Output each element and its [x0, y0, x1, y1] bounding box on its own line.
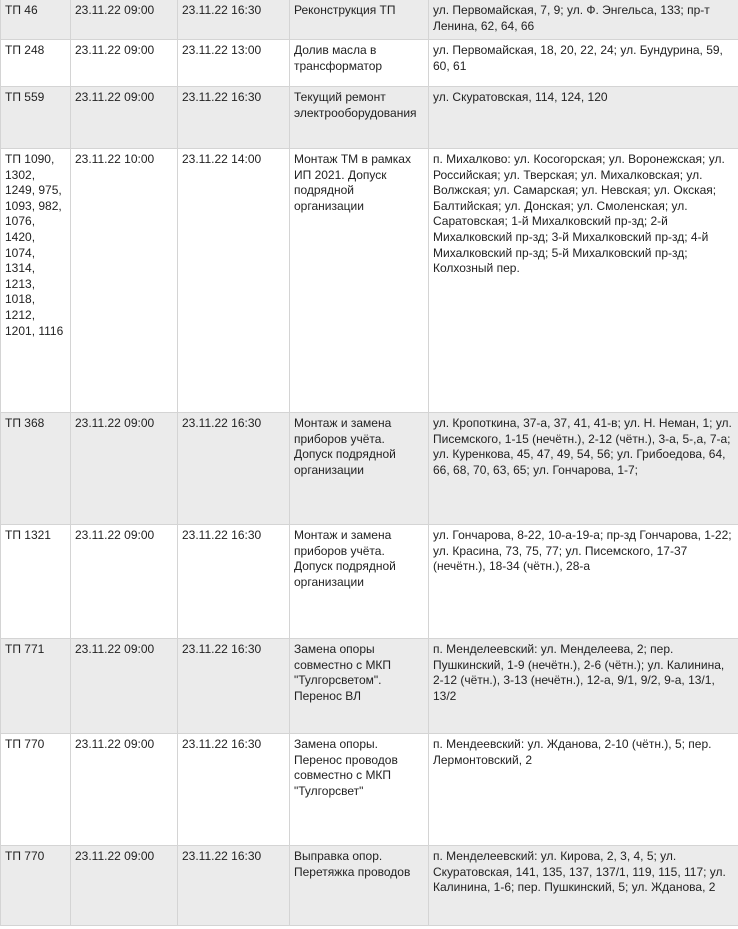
- start-time-cell: 23.11.22 09:00: [71, 413, 178, 525]
- substation-cell: ТП 770: [1, 734, 71, 846]
- substation-cell: ТП 1321: [1, 525, 71, 639]
- work-description-cell: Реконструкция ТП: [290, 0, 429, 40]
- addresses-cell: п. Менделеевский: ул. Менделеева, 2; пер. Пушкинский, 1-9 (нечётн.), 2-6 (чётн.); ул. Калинина, 2-12 (чётн.), 3-13 (нечётн.), 12-а, 9/1, 9/2, 9-а, 13/1, 13/2: [429, 639, 738, 734]
- work-description-cell: Текущий ремонт электрооборудования: [290, 87, 429, 149]
- end-time-cell: 23.11.22 16:30: [178, 87, 290, 149]
- addresses-cell: п. Михалково: ул. Косогорская; ул. Воронежская; ул. Российская; ул. Тверская; ул. Михалковская; ул. Волжская; ул. Самарская; ул. Невская; ул. Окская; Балтийская; ул. Донская; ул. Смоленская; ул. Саратовская; 1-й Михалковский пр-зд; 2-й Михалковский пр-зд; 3-й Михалковский пр-зд; 4-й Михалковский пр-зд; 5-й Михалковский пр-зд; Колхозный пер.: [429, 149, 738, 413]
- work-description-cell: Замена опоры совместно с МКП "Тулгорсветом". Перенос ВЛ: [290, 639, 429, 734]
- work-description-cell: Монтаж и замена приборов учёта. Допуск подрядной организации: [290, 525, 429, 639]
- substation-cell: ТП 368: [1, 413, 71, 525]
- substation-cell: ТП 771: [1, 639, 71, 734]
- start-time-cell: 23.11.22 09:00: [71, 846, 178, 926]
- table-row: [1, 87, 738, 149]
- substation-cell: ТП 1090, 1302, 1249, 975, 1093, 982, 1076, 1420, 1074, 1314, 1213, 1018, 1212, 1201, 1116: [1, 149, 71, 413]
- end-time-cell: 23.11.22 16:30: [178, 413, 290, 525]
- table-row: [1, 525, 738, 639]
- end-time-cell: 23.11.22 16:30: [178, 734, 290, 846]
- addresses-cell: п. Менделеевский: ул. Кирова, 2, 3, 4, 5; ул. Скуратовская, 141, 135, 137, 137/1, 119, 115, 117; ул. Калинина, 1-6; пер. Пушкинский, 5; ул. Жданова, 2: [429, 846, 738, 926]
- end-time-cell: 23.11.22 16:30: [178, 846, 290, 926]
- start-time-cell: 23.11.22 09:00: [71, 639, 178, 734]
- start-time-cell: 23.11.22 09:00: [71, 0, 178, 40]
- table-row: [1, 734, 738, 846]
- table-row: [1, 846, 738, 926]
- addresses-cell: п. Мендеевский: ул. Жданова, 2-10 (чётн.), 5; пер. Лермонтовский, 2: [429, 734, 738, 846]
- table-row: [1, 149, 738, 413]
- work-description-cell: Монтаж ТМ в рамках ИП 2021. Допуск подрядной организации: [290, 149, 429, 413]
- substation-cell: ТП 559: [1, 87, 71, 149]
- table-row: [1, 413, 738, 525]
- end-time-cell: 23.11.22 16:30: [178, 0, 290, 40]
- start-time-cell: 23.11.22 09:00: [71, 87, 178, 149]
- start-time-cell: 23.11.22 09:00: [71, 40, 178, 87]
- addresses-cell: ул. Гончарова, 8-22, 10-а-19-а; пр-зд Гончарова, 1-22; ул. Красина, 73, 75, 77; ул. Писемского, 17-37 (нечётн.), 18-34 (чётн.), 28-а: [429, 525, 738, 639]
- table-row: [1, 0, 738, 40]
- substation-cell: ТП 46: [1, 0, 71, 40]
- start-time-cell: 23.11.22 10:00: [71, 149, 178, 413]
- end-time-cell: 23.11.22 14:00: [178, 149, 290, 413]
- end-time-cell: 23.11.22 16:30: [178, 639, 290, 734]
- addresses-cell: ул. Скуратовская, 114, 124, 120: [429, 87, 738, 149]
- end-time-cell: 23.11.22 13:00: [178, 40, 290, 87]
- addresses-cell: ул. Первомайская, 18, 20, 22, 24; ул. Бундурина, 59, 60, 61: [429, 40, 738, 87]
- table-row: [1, 639, 738, 734]
- work-description-cell: Выправка опор. Перетяжка проводов: [290, 846, 429, 926]
- table-row: [1, 40, 738, 87]
- work-description-cell: Монтаж и замена приборов учёта. Допуск подрядной организации: [290, 413, 429, 525]
- substation-cell: ТП 248: [1, 40, 71, 87]
- start-time-cell: 23.11.22 09:00: [71, 525, 178, 639]
- work-description-cell: Долив масла в трансформатор: [290, 40, 429, 87]
- substation-cell: ТП 770: [1, 846, 71, 926]
- work-description-cell: Замена опоры. Перенос проводов совместно с МКП "Тулгорсвет": [290, 734, 429, 846]
- addresses-cell: ул. Кропоткина, 37-а, 37, 41, 41-в; ул. Н. Неман, 1; ул. Писемского, 1-15 (нечётн.), 2-12 (чётн.), 3-а, 5-,а, 7-а; ул. Куренкова, 45, 47, 49, 54, 56; ул. Грибоедова, 64, 66, 68, 70, 63, 65; ул. Гончарова, 1-7;: [429, 413, 738, 525]
- addresses-cell: ул. Первомайская, 7, 9; ул. Ф. Энгельса, 133; пр-т Ленина, 62, 64, 66: [429, 0, 738, 40]
- end-time-cell: 23.11.22 16:30: [178, 525, 290, 639]
- start-time-cell: 23.11.22 09:00: [71, 734, 178, 846]
